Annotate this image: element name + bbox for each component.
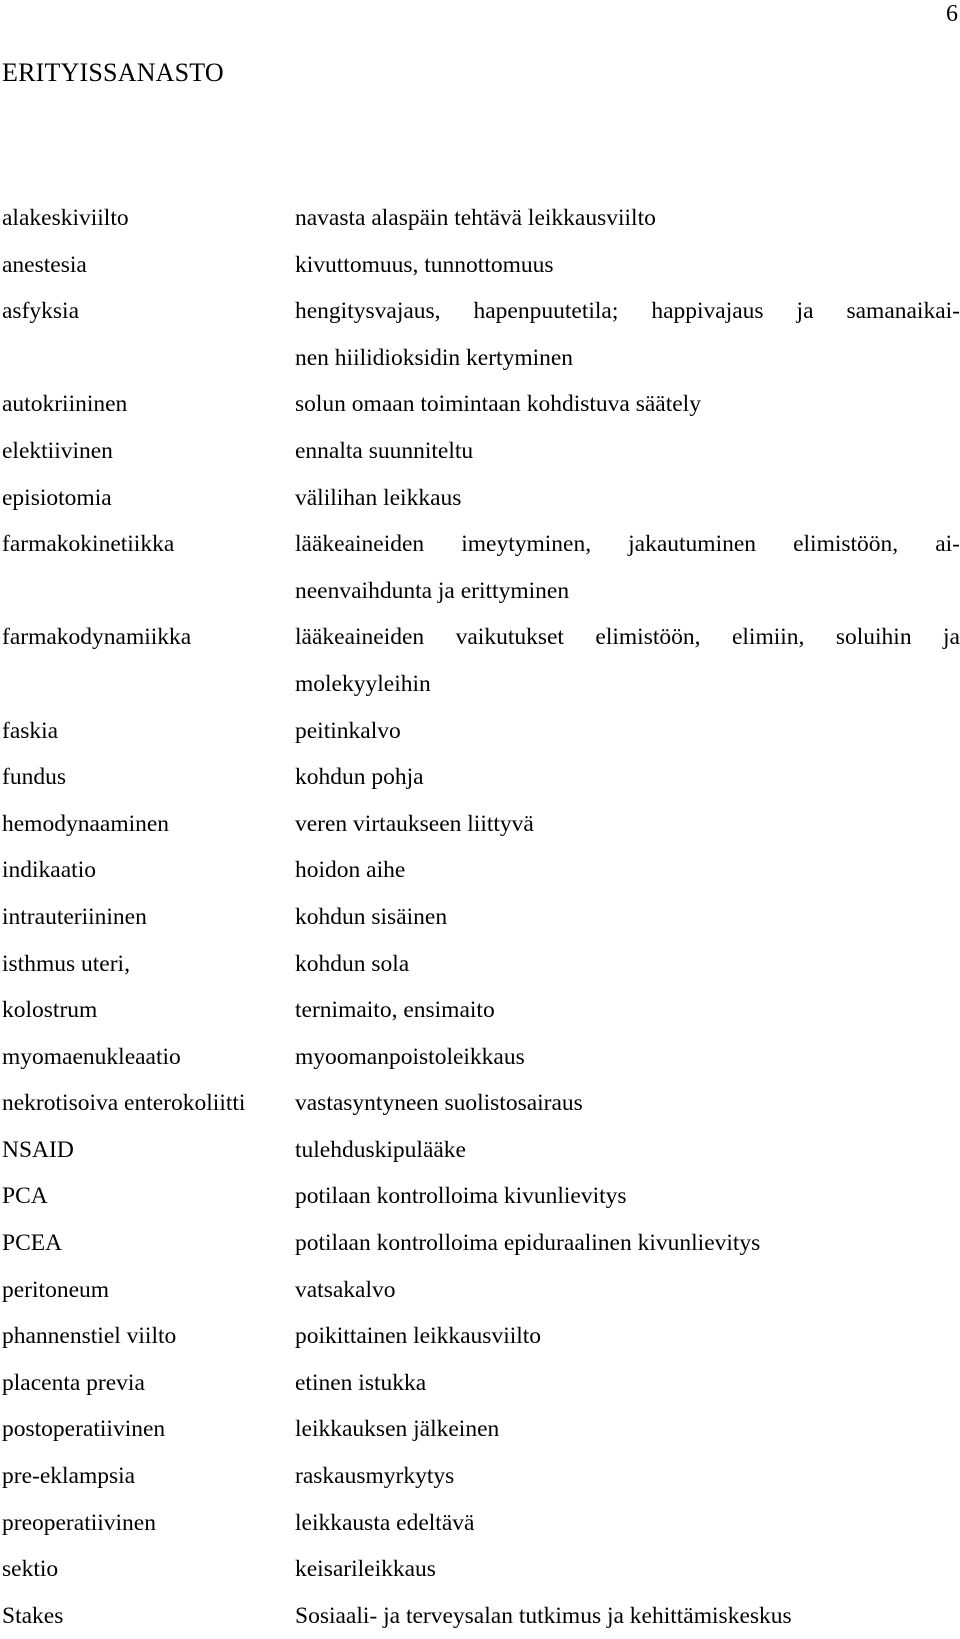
glossary-entry [2, 801, 960, 848]
definition-line: kohdun pohja [295, 764, 424, 791]
glossary-entry [2, 1034, 960, 1081]
definition-line: veren virtaukseen liittyvä [295, 810, 534, 837]
glossary-entry [2, 288, 960, 381]
definition-line: neenvaihdunta ja erittyminen [295, 577, 570, 604]
glossary-entry [2, 614, 960, 707]
glossary-term: elektiivinen [2, 437, 113, 464]
glossary-term: Stakes [2, 1602, 64, 1629]
glossary-entry [2, 1080, 960, 1127]
glossary-term: farmakodynamiikka [2, 624, 192, 651]
glossary-definition [295, 475, 960, 522]
glossary-definition [295, 1313, 960, 1360]
glossary-definition [295, 847, 960, 894]
definition-line: hengitysvajaus, hapenpuutetila; happivajaus ja samanaikai- [295, 298, 960, 325]
glossary-definition [295, 1267, 960, 1314]
glossary-term: NSAID [2, 1136, 74, 1163]
glossary-entry [2, 847, 960, 894]
glossary-definition [295, 708, 960, 755]
glossary-entry [2, 1267, 960, 1314]
glossary-term: farmakokinetiikka [2, 531, 175, 558]
glossary-entry [2, 894, 960, 941]
glossary-entry [2, 381, 960, 428]
glossary-entry [2, 1406, 960, 1453]
glossary-definition [295, 801, 960, 848]
glossary-definition [295, 428, 960, 475]
glossary-entry [2, 428, 960, 475]
definition-line: vatsakalvo [295, 1276, 396, 1303]
glossary-definition [295, 754, 960, 801]
glossary-term: autokriininen [2, 391, 128, 418]
definition-line: etinen istukka [295, 1369, 427, 1396]
glossary-definition [295, 288, 960, 381]
definition-line: kohdun sisäinen [295, 903, 448, 930]
glossary-entry [2, 1360, 960, 1407]
glossary-definition [295, 242, 960, 289]
definition-line: lääkeaineiden vaikutukset elimistöön, elimiin, soluihin ja [295, 624, 960, 651]
definition-line: nen hiilidioksidin kertyminen [295, 344, 574, 371]
glossary-definition [295, 1593, 960, 1639]
definition-line: ennalta suunniteltu [295, 437, 474, 464]
glossary-term: nekrotisoiva enterokoliitti [2, 1090, 246, 1117]
glossary-term: placenta previa [2, 1369, 145, 1396]
glossary-term: hemodynaaminen [2, 810, 170, 837]
glossary-term: peritoneum [2, 1276, 110, 1303]
definition-line: potilaan kontrolloima epiduraalinen kivunlievitys [295, 1230, 761, 1257]
glossary-definition [295, 894, 960, 941]
glossary-term: PCA [2, 1183, 48, 1210]
definition-line: lääkeaineiden imeytyminen, jakautuminen elimistöön, ai- [295, 531, 960, 558]
glossary-entry [2, 1313, 960, 1360]
glossary-entry [2, 242, 960, 289]
glossary-term: episiotomia [2, 484, 112, 511]
definition-line: leikkausta edeltävä [295, 1509, 475, 1536]
glossary-definition [295, 614, 960, 707]
glossary-term: phannenstiel viilto [2, 1323, 177, 1350]
definition-line: leikkauksen jälkeinen [295, 1416, 500, 1443]
glossary-definition [295, 1034, 960, 1081]
glossary-entry [2, 521, 960, 614]
glossary-term: anestesia [2, 251, 87, 278]
definition-line: poikittainen leikkausviilto [295, 1323, 542, 1350]
definition-line: keisarileikkaus [295, 1556, 436, 1583]
glossary-term: isthmus uteri, [2, 950, 130, 977]
glossary-term: asfyksia [2, 298, 80, 325]
glossary-term: kolostrum [2, 997, 98, 1024]
glossary-definition [295, 1360, 960, 1407]
page-title: ERITYISSANASTO [2, 58, 224, 87]
glossary-definition [295, 1080, 960, 1127]
glossary-entry [2, 1593, 960, 1639]
glossary-definition [295, 1500, 960, 1547]
definition-line: hoidon aihe [295, 857, 406, 884]
glossary-entry [2, 1173, 960, 1220]
glossary-definition [295, 1546, 960, 1593]
glossary-term: myomaenukleaatio [2, 1043, 181, 1070]
glossary-entry [2, 708, 960, 755]
glossary-definition [295, 1406, 960, 1453]
definition-line: myoomanpoistoleikkaus [295, 1043, 525, 1070]
glossary-entry [2, 1546, 960, 1593]
glossary-definition [295, 1453, 960, 1500]
glossary-entry [2, 1127, 960, 1174]
definition-line: välilihan leikkaus [295, 484, 462, 511]
glossary-term: sektio [2, 1556, 59, 1583]
definition-line: tulehduskipulääke [295, 1136, 466, 1163]
definition-line: potilaan kontrolloima kivunlievitys [295, 1183, 627, 1210]
glossary-definition [295, 195, 960, 242]
glossary-entry [2, 1453, 960, 1500]
glossary-term: PCEA [2, 1230, 63, 1257]
glossary-definition [295, 1220, 960, 1267]
definition-line: vastasyntyneen suolistosairaus [295, 1090, 583, 1117]
definition-line: raskausmyrkytys [295, 1463, 455, 1490]
glossary-term: indikaatio [2, 857, 96, 884]
glossary-entry [2, 987, 960, 1034]
glossary-entry [2, 475, 960, 522]
glossary-definition [295, 521, 960, 614]
glossary-entry [2, 754, 960, 801]
glossary-entry [2, 1220, 960, 1267]
definition-line: solun omaan toimintaan kohdistuva säätely [295, 391, 701, 418]
definition-line: peitinkalvo [295, 717, 401, 744]
glossary-entry [2, 1500, 960, 1547]
glossary-entry [2, 941, 960, 988]
page-number: 6 [946, 1, 958, 27]
glossary-term: alakeskiviilto [2, 205, 129, 231]
glossary-definition [295, 1127, 960, 1174]
glossary-term: preoperatiivinen [2, 1509, 156, 1536]
glossary-list [2, 195, 960, 1639]
glossary-term: postoperatiivinen [2, 1416, 166, 1443]
definition-line: ternimaito, ensimaito [295, 997, 495, 1024]
definition-line: molekyyleihin [295, 670, 431, 697]
glossary-term: intrauteriininen [2, 903, 147, 930]
definition-line: navasta alaspäin tehtävä leikkausviilto [295, 205, 656, 231]
glossary-entry [2, 195, 960, 242]
glossary-definition [295, 941, 960, 988]
glossary-definition [295, 1173, 960, 1220]
glossary-definition [295, 987, 960, 1034]
definition-line: kivuttomuus, tunnottomuus [295, 251, 554, 278]
definition-line: kohdun sola [295, 950, 410, 977]
glossary-term: pre-eklampsia [2, 1463, 136, 1490]
glossary-term: fundus [2, 764, 66, 791]
glossary-definition [295, 381, 960, 428]
definition-line: Sosiaali- ja terveysalan tutkimus ja kehittämiskeskus [295, 1602, 792, 1629]
glossary-term: faskia [2, 717, 59, 744]
